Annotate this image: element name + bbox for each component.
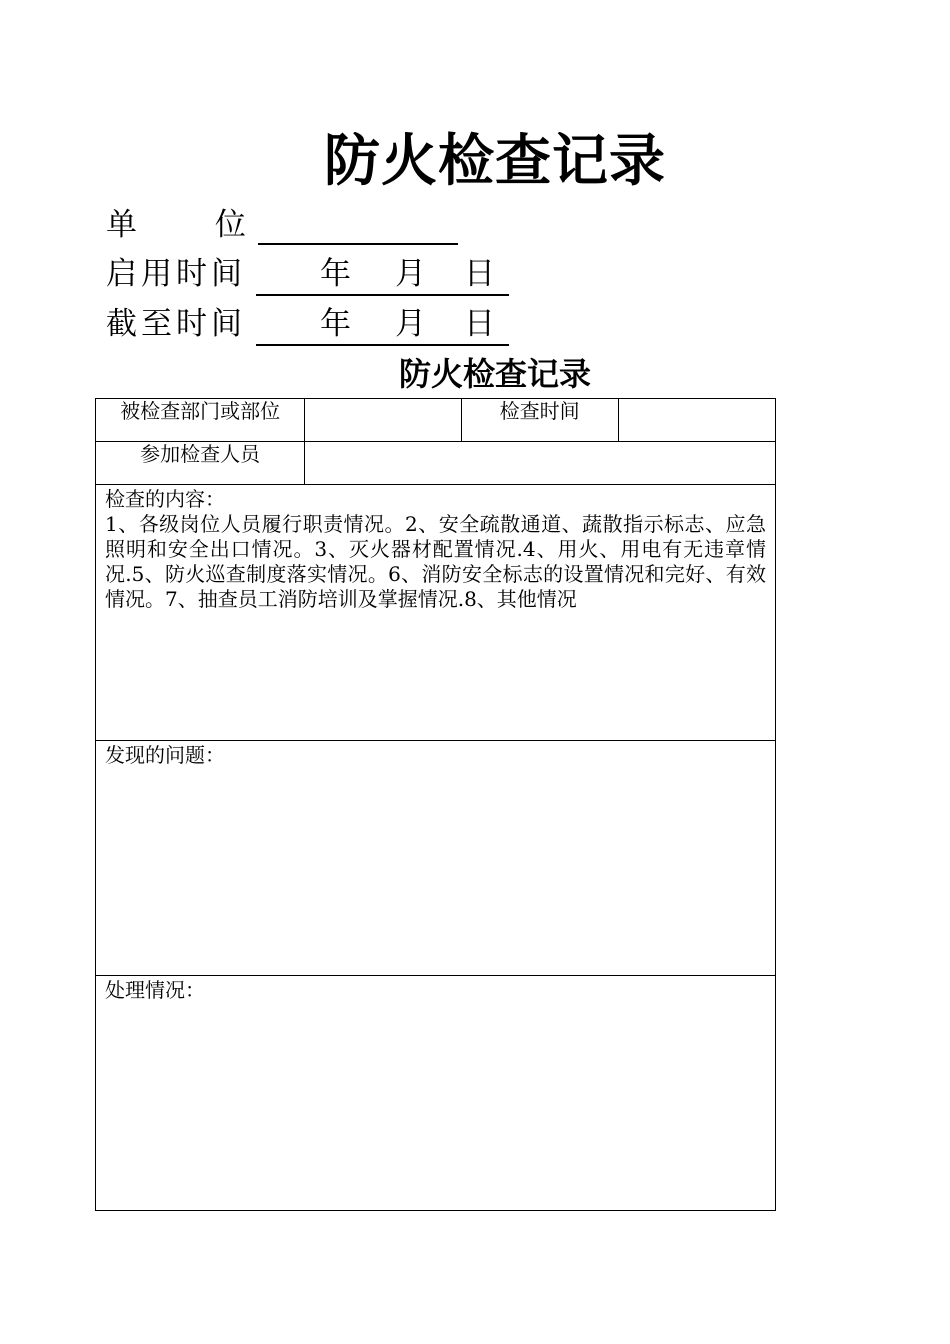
end-date-field bbox=[106, 304, 509, 346]
handling-cell[interactable] bbox=[96, 976, 776, 1211]
unit-blank bbox=[258, 209, 458, 245]
dept-value-cell[interactable] bbox=[305, 399, 461, 442]
participants-label-cell: 参加检查人员 bbox=[96, 442, 305, 485]
handling-label: 处理情况： bbox=[105, 978, 205, 1002]
start-day-label: 日 bbox=[464, 256, 495, 292]
table-row bbox=[96, 976, 776, 1211]
start-year-label: 年 bbox=[320, 256, 351, 292]
start-date-label: 启用时间 bbox=[106, 256, 246, 292]
time-label-cell: 检查时间 bbox=[461, 399, 618, 442]
inspection-form-table bbox=[95, 398, 776, 1211]
table-row bbox=[96, 399, 776, 442]
content-cell bbox=[96, 485, 776, 741]
participants-value-cell[interactable] bbox=[305, 442, 776, 485]
table-row bbox=[96, 485, 776, 741]
document-title: 防火检查记录 bbox=[324, 129, 666, 194]
end-year-label: 年 bbox=[320, 306, 351, 342]
end-date-label: 截至时间 bbox=[106, 306, 246, 342]
end-month-label: 月 bbox=[395, 306, 426, 342]
table-row bbox=[96, 741, 776, 976]
start-date-field bbox=[106, 254, 509, 296]
end-day-label: 日 bbox=[464, 306, 495, 342]
content-text: 1、各级岗位人员履行职责情况。2、安全疏散通道、蔬散指示标志、应急照明和安全出口情况。3、灭火器材配置情况.4、用火、用电有无违章情况.5、防火巡查制度落实情况。6、消防安全标志的设置情况和完好、有效情况。7、抽查员工消防培训及掌握情况.8、其他情况 bbox=[105, 512, 766, 611]
unit-field bbox=[106, 205, 458, 245]
form-title: 防火检查记录 bbox=[398, 355, 591, 393]
end-date-blank bbox=[256, 304, 509, 346]
start-month-label: 月 bbox=[395, 256, 426, 292]
time-value-cell[interactable] bbox=[618, 399, 775, 442]
start-date-blank bbox=[256, 254, 509, 296]
problems-label: 发现的问题： bbox=[105, 743, 225, 767]
unit-label: 单 位 bbox=[106, 207, 280, 243]
content-label: 检查的内容： bbox=[105, 487, 225, 511]
problems-cell[interactable] bbox=[96, 741, 776, 976]
table-row bbox=[96, 442, 776, 485]
dept-label-cell: 被检查部门或部位 bbox=[96, 399, 305, 442]
